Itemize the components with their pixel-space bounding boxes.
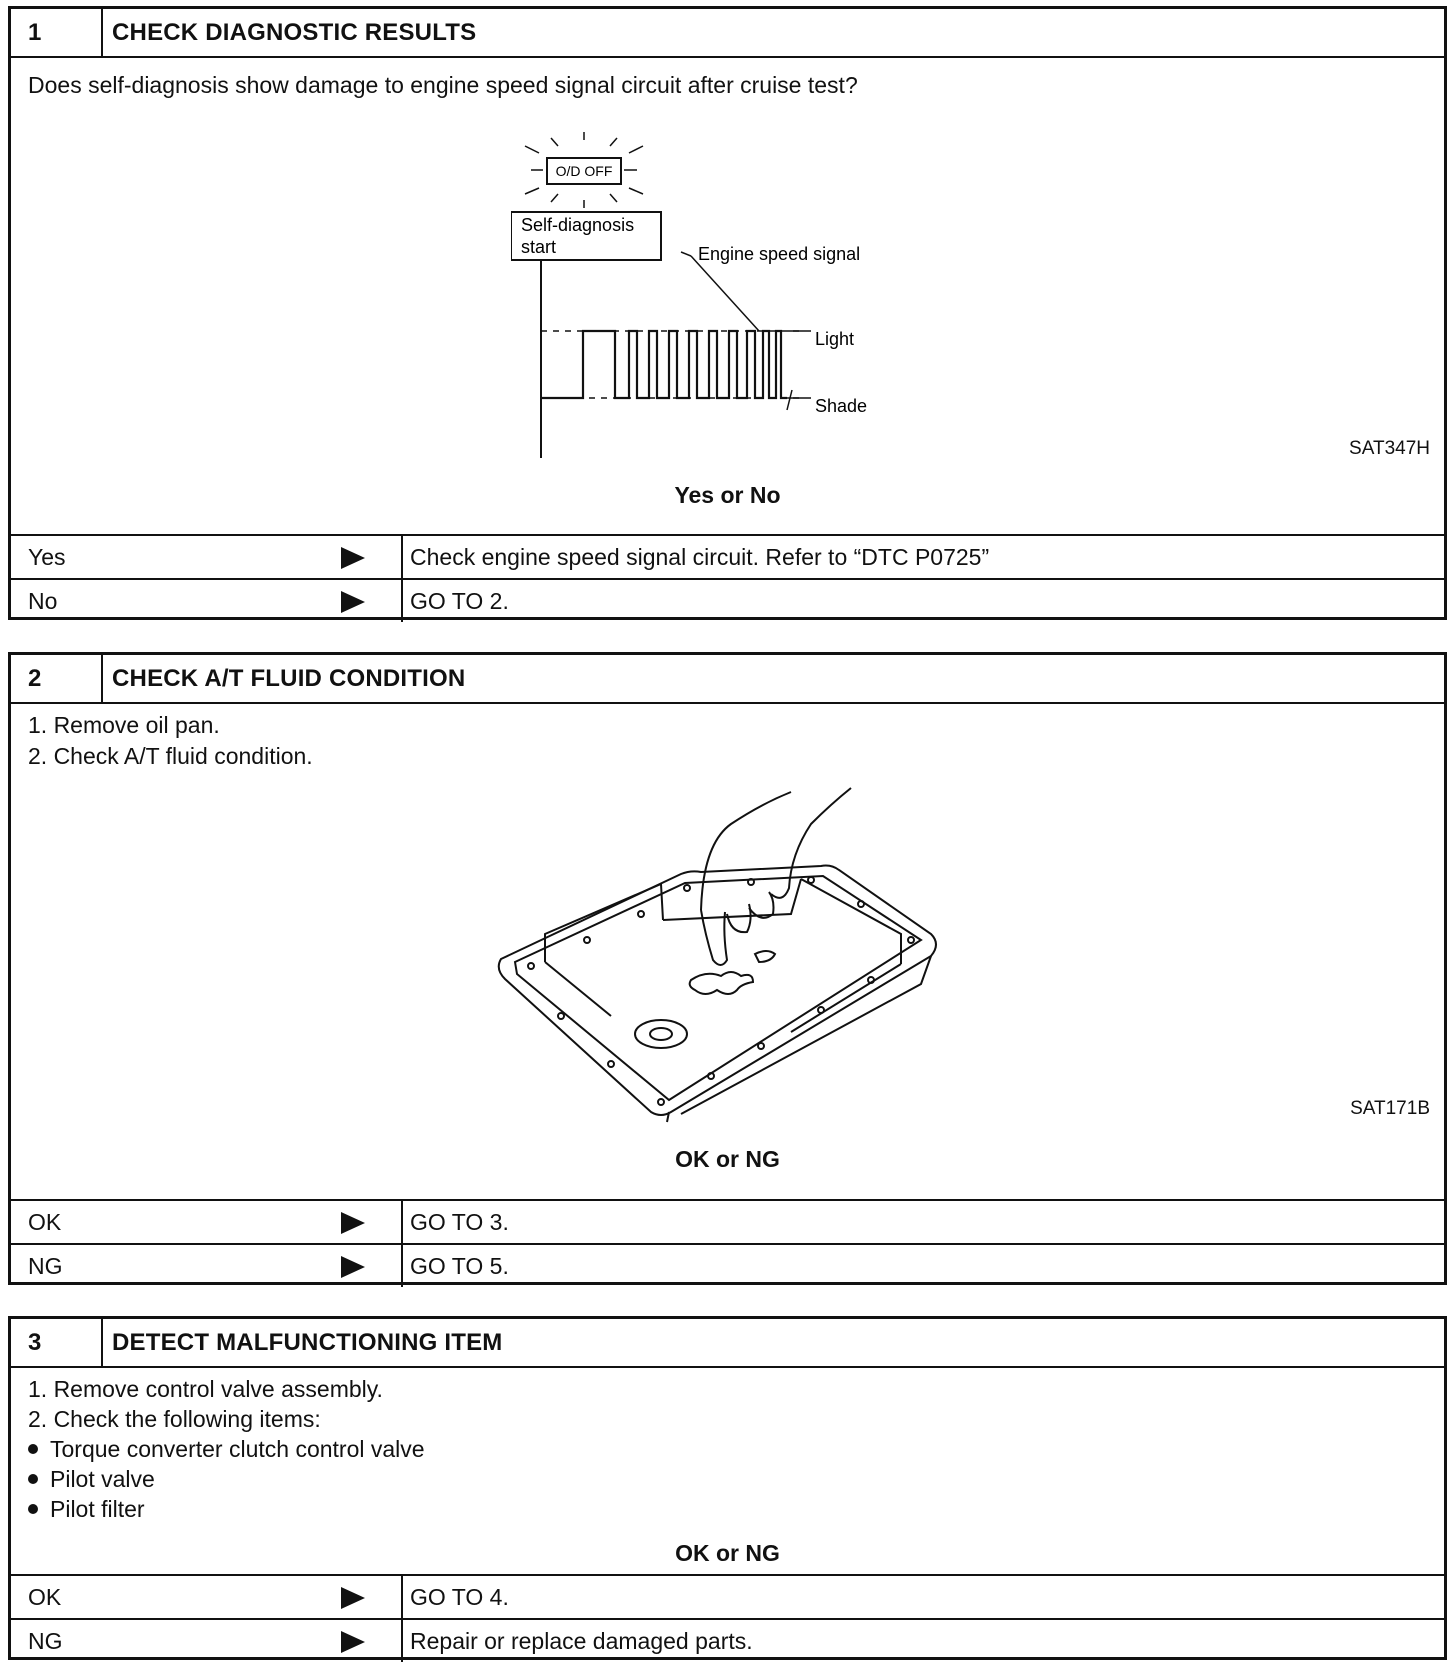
magnet <box>635 1020 687 1048</box>
bullet-icon <box>28 1474 38 1484</box>
figure-id: SAT171B <box>1350 1098 1430 1119</box>
instruction-line: 2. Check A/T fluid condition. <box>28 743 313 769</box>
engine-speed-waveform <box>541 331 787 398</box>
action-text: GO TO 3. <box>410 1209 509 1235</box>
result-row <box>11 1243 1444 1287</box>
step-question: Does self-diagnosis show damage to engine speed signal circuit after cruise test? <box>28 72 858 98</box>
instruction-line: 1. Remove oil pan. <box>28 712 220 738</box>
step-2-header <box>11 655 1444 704</box>
step-3-header <box>11 1319 1444 1368</box>
bullet-icon <box>28 1444 38 1454</box>
start-label: start <box>521 237 557 257</box>
step-title: CHECK DIAGNOSTIC RESULTS <box>112 19 477 46</box>
self-diagnosis-signal-figure <box>511 128 951 458</box>
step-number: 2 <box>11 655 103 702</box>
bullet-text: Pilot valve <box>50 1466 155 1492</box>
decision-label: OK or NG <box>675 1146 780 1172</box>
result-row <box>11 1574 1444 1618</box>
action-text: GO TO 5. <box>410 1253 509 1279</box>
arrow-right-icon <box>341 1256 365 1278</box>
bullet-item <box>28 1466 155 1493</box>
result-row <box>11 578 1444 622</box>
bullet-text: Torque converter clutch control valve <box>50 1436 425 1462</box>
arrow-right-icon <box>341 1587 365 1609</box>
step-3-body <box>11 1368 1444 1574</box>
result-row <box>11 1618 1444 1662</box>
arrow-right-icon <box>341 591 365 613</box>
step-2-body <box>11 704 1444 1199</box>
engine-speed-signal-label: Engine speed signal <box>698 244 861 264</box>
step-1-body <box>11 58 1444 534</box>
shade-label: Shade <box>815 396 868 416</box>
step-1-header <box>11 9 1444 58</box>
light-label: Light <box>815 329 855 349</box>
bullet-item <box>28 1496 145 1523</box>
od-off-label: O/D OFF <box>555 163 613 179</box>
step-title: DETECT MALFUNCTIONING ITEM <box>112 1329 503 1356</box>
step-number: 1 <box>11 9 103 56</box>
bullet-text: Pilot filter <box>50 1496 145 1522</box>
arrow-right-icon <box>341 547 365 569</box>
answer-label: No <box>28 588 58 614</box>
bullet-icon <box>28 1504 38 1514</box>
instruction-line: 1. Remove control valve assembly. <box>28 1376 383 1402</box>
action-text: Check engine speed signal circuit. Refer to “DTC P0725” <box>410 544 990 570</box>
step-title: CHECK A/T FLUID CONDITION <box>112 665 466 692</box>
step-number: 3 <box>11 1319 103 1366</box>
answer-label: Yes <box>28 544 66 570</box>
decision-label: Yes or No <box>674 482 781 508</box>
figure-id: SAT347H <box>1349 438 1430 459</box>
answer-label: OK <box>28 1584 62 1610</box>
action-text: Repair or replace damaged parts. <box>410 1628 753 1654</box>
action-text: GO TO 4. <box>410 1584 509 1610</box>
result-row <box>11 1199 1444 1243</box>
step-3-box <box>8 1316 1447 1660</box>
instruction-line: 2. Check the following items: <box>28 1406 321 1432</box>
action-text: GO TO 2. <box>410 588 509 614</box>
answer-label: NG <box>28 1253 63 1279</box>
oil-pan-figure <box>491 784 971 1124</box>
answer-label: NG <box>28 1628 63 1654</box>
answer-label: OK <box>28 1209 62 1235</box>
self-diagnosis-label: Self-diagnosis <box>521 215 635 235</box>
arrow-right-icon <box>341 1631 365 1653</box>
decision-label: OK or NG <box>675 1540 780 1566</box>
step-1-box <box>8 6 1447 620</box>
bullet-item <box>28 1436 425 1463</box>
result-row <box>11 534 1444 578</box>
step-2-box <box>8 652 1447 1285</box>
arrow-right-icon <box>341 1212 365 1234</box>
